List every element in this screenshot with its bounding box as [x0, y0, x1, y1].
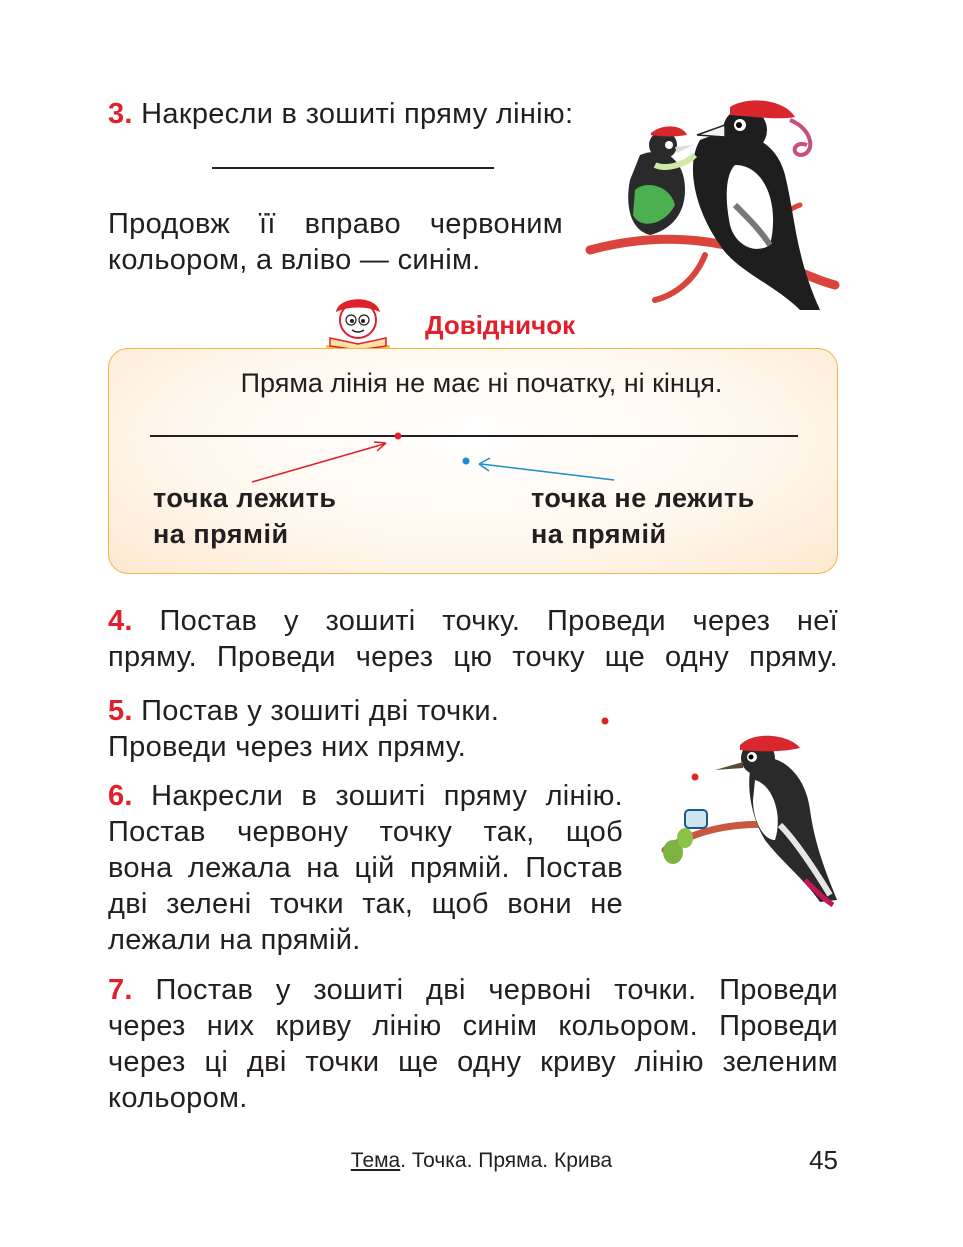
exercise-4-number: 4.: [108, 605, 133, 637]
exercise-7-line3: через ці дві точки ще одну криву лінію зеленим: [108, 1046, 838, 1078]
footer-topic-label: Тема: [350, 1149, 401, 1172]
label-on-line-2: на прямій: [153, 519, 289, 549]
exercise-4-line2: пряму. Проведи через цю точку ще одну пряму.: [108, 641, 838, 673]
exercise-5-number: 5.: [108, 695, 133, 727]
exercise-6-line1: [108, 778, 623, 814]
exercise-3-text: Накресли в зошиті пряму лінію:: [141, 98, 574, 130]
exercise-6-number: 6.: [108, 780, 133, 812]
exercise-4-text1: Постав у зошиті точку. Проведи через неї: [159, 605, 839, 637]
red-dot-icon: [598, 714, 612, 728]
exercise-5-line1: [108, 693, 499, 729]
exercise-6-line4: дві зелені точки так, щоб вони не: [108, 888, 623, 920]
exercise-5-line2: Проведи через них пряму.: [108, 731, 467, 763]
label-off-line-2: на прямій: [531, 519, 667, 549]
label-off-line-1: точка не лежить: [531, 483, 755, 513]
exercise-6-line2: Постав червону точку так, щоб: [108, 816, 623, 848]
exercise-3-continuation: [108, 206, 563, 278]
exercise-3-task: [108, 96, 573, 132]
label-point-off-line: [531, 480, 755, 552]
exercise-6: [108, 778, 623, 958]
exercise-7-line1: [108, 972, 838, 1008]
exercise-7-text1: Постав у зошиті дві червоні точки. Проведи: [155, 974, 838, 1006]
exercise-7-line4: кольором.: [108, 1082, 248, 1114]
exercise-3-number: 3.: [108, 98, 133, 130]
point-off-line: [463, 458, 470, 465]
point-on-line: [395, 433, 402, 440]
mascot-reading-icon: [318, 290, 398, 352]
exercise-6-text1: Накресли в зошиті пряму лінію.: [151, 780, 623, 812]
page-number: 45: [809, 1145, 838, 1175]
exercise-6-line3: вона лежала на цій прямій. Постав: [108, 852, 623, 884]
exercise-4-line1: [108, 603, 838, 639]
woodpecker-with-inkpot-icon: [655, 730, 845, 912]
exercise-5-text1: Постав у зошиті дві точки.: [141, 695, 500, 727]
label-point-on-line: [153, 480, 336, 552]
blue-arrow: [479, 458, 614, 480]
label-on-line-1: точка лежить: [153, 483, 337, 513]
exercise-7: [108, 972, 838, 1116]
exercise-4: [108, 603, 838, 675]
exercise-3-continue-line1: Продовж її вправо червоним: [108, 208, 563, 240]
sample-straight-line: [212, 167, 494, 169]
footer-topic-text: . Точка. Пряма. Крива: [400, 1149, 613, 1172]
exercise-7-number: 7.: [108, 974, 133, 1006]
reference-diagram: [0, 420, 963, 490]
exercise-5: [108, 693, 499, 765]
red-arrow: [252, 442, 386, 482]
reference-rule: Пряма лінія не має ні початку, ні кінця.: [240, 368, 723, 398]
two-birds-on-branch-icon: [585, 95, 840, 325]
exercise-7-line2: через них криву лінію синім кольором. Проведи: [108, 1010, 838, 1042]
reference-title: Довідничок: [425, 310, 576, 340]
exercise-3-continue-line2: кольором, а вліво — синім.: [108, 244, 481, 276]
exercise-6-line5: лежали на прямій.: [108, 924, 361, 956]
